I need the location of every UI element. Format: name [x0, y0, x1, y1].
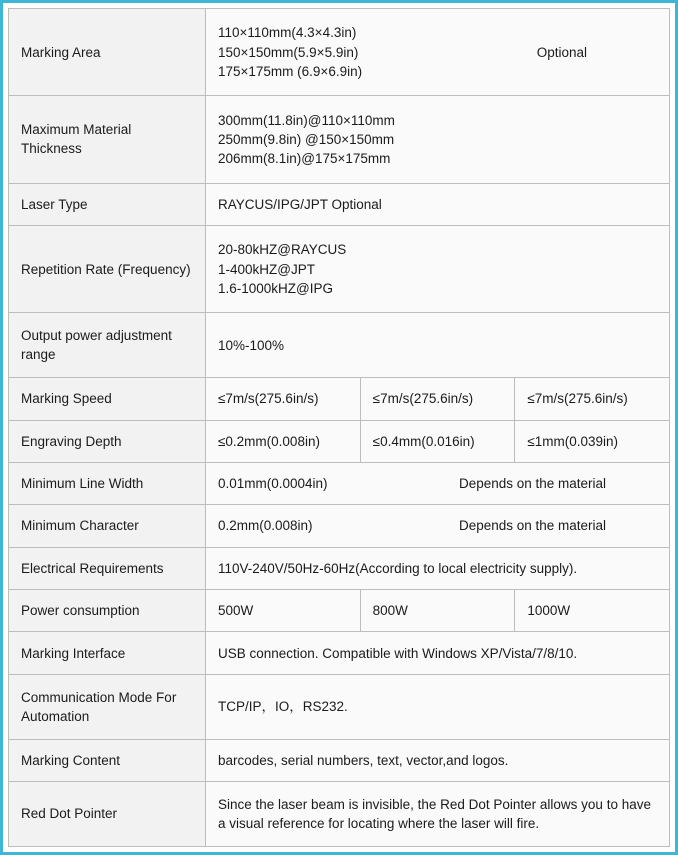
table-row [9, 378, 670, 420]
repetition-rate-line-2: 1-400kHZ@JPT [218, 261, 315, 277]
row-value-minimum-character [206, 505, 670, 547]
row-value-repetition-rate [206, 225, 670, 312]
row-label-electrical-requirements: Electrical Requirements [9, 547, 206, 589]
row-label-output-power-adjustment-range: Output power adjustment range [9, 313, 206, 378]
engraving-depth-cell-1: ≤0.2mm(0.008in) [206, 420, 361, 462]
table-row [9, 547, 670, 589]
table-row [9, 313, 670, 378]
marking-area-line-2: 150×150mm(5.9×5.9in) [218, 44, 359, 60]
row-value-output-power-adjustment-range: 10%-100% [206, 313, 670, 378]
row-value-minimum-line-width [206, 462, 670, 504]
row-label-marking-speed: Marking Speed [9, 378, 206, 420]
row-value-laser-type: RAYCUS/IPG/JPT Optional [206, 183, 670, 225]
engraving-depth-cell-3: ≤1mm(0.039in) [515, 420, 670, 462]
row-label-engraving-depth: Engraving Depth [9, 420, 206, 462]
row-label-minimum-character: Minimum Character [9, 505, 206, 547]
marking-speed-cell-3: ≤7m/s(275.6in/s) [515, 378, 670, 420]
row-label-communication-mode: Communication Mode For Automation [9, 674, 206, 739]
table-row [9, 739, 670, 781]
table-row [9, 9, 670, 96]
table-row [9, 590, 670, 632]
minimum-line-width-note: Depends on the material [458, 476, 607, 492]
table-row [9, 674, 670, 739]
row-label-minimum-line-width: Minimum Line Width [9, 462, 206, 504]
minimum-character-value: 0.2mm(0.008in) [218, 518, 313, 534]
table-row [9, 782, 670, 847]
table-row [9, 96, 670, 183]
marking-area-line-1: 110×110mm(4.3×4.3in) [218, 25, 357, 41]
repetition-rate-line-3: 1.6-1000kHZ@IPG [218, 280, 334, 296]
thickness-line-2: 250mm(9.8in) @150×150mm [218, 131, 395, 147]
row-value-electrical-requirements: 110V-240V/50Hz-60Hz(According to local electricity supply). [206, 547, 670, 589]
row-value-communication-mode: TCP/IP，IO，RS232. [206, 674, 670, 739]
engraving-depth-cell-2: ≤0.4mm(0.016in) [360, 420, 515, 462]
table-row [9, 420, 670, 462]
row-label-power-consumption: Power consumption [9, 590, 206, 632]
row-label-maximum-material-thickness: Maximum Material Thickness [9, 96, 206, 183]
power-consumption-cell-2: 800W [360, 590, 515, 632]
row-label-repetition-rate: Repetition Rate (Frequency) [9, 225, 206, 312]
table-row [9, 183, 670, 225]
marking-area-line-3: 175×175mm (6.9×6.9in) [218, 63, 363, 79]
row-value-marking-area [206, 9, 670, 96]
row-value-maximum-material-thickness [206, 96, 670, 183]
minimum-character-note: Depends on the material [458, 518, 607, 534]
table-row [9, 505, 670, 547]
table-row [9, 632, 670, 674]
row-label-marking-area: Marking Area [9, 9, 206, 96]
row-value-marking-content: barcodes, serial numbers, text, vector,and logos. [206, 739, 670, 781]
row-label-laser-type: Laser Type [9, 183, 206, 225]
marking-speed-cell-2: ≤7m/s(275.6in/s) [360, 378, 515, 420]
row-value-marking-interface: USB connection. Compatible with Windows XP/Vista/7/8/10. [206, 632, 670, 674]
row-value-red-dot-pointer: Since the laser beam is invisible, the Red Dot Pointer allows you to have a visual reference for locating where the laser will fire. [206, 782, 670, 847]
marking-speed-cell-1: ≤7m/s(275.6in/s) [206, 378, 361, 420]
row-label-red-dot-pointer: Red Dot Pointer [9, 782, 206, 847]
power-consumption-cell-1: 500W [206, 590, 361, 632]
repetition-rate-line-1: 20-80kHZ@RAYCUS [218, 242, 347, 258]
marking-area-optional: Optional [536, 44, 587, 60]
table-row [9, 225, 670, 312]
specification-table [8, 8, 670, 847]
thickness-line-3: 206mm(8.1in)@175×175mm [218, 151, 391, 167]
row-label-marking-content: Marking Content [9, 739, 206, 781]
table-row [9, 462, 670, 504]
thickness-line-1: 300mm(11.8in)@110×110mm [218, 112, 395, 128]
minimum-line-width-value: 0.01mm(0.0004in) [218, 476, 328, 492]
power-consumption-cell-3: 1000W [515, 590, 670, 632]
row-label-marking-interface: Marking Interface [9, 632, 206, 674]
